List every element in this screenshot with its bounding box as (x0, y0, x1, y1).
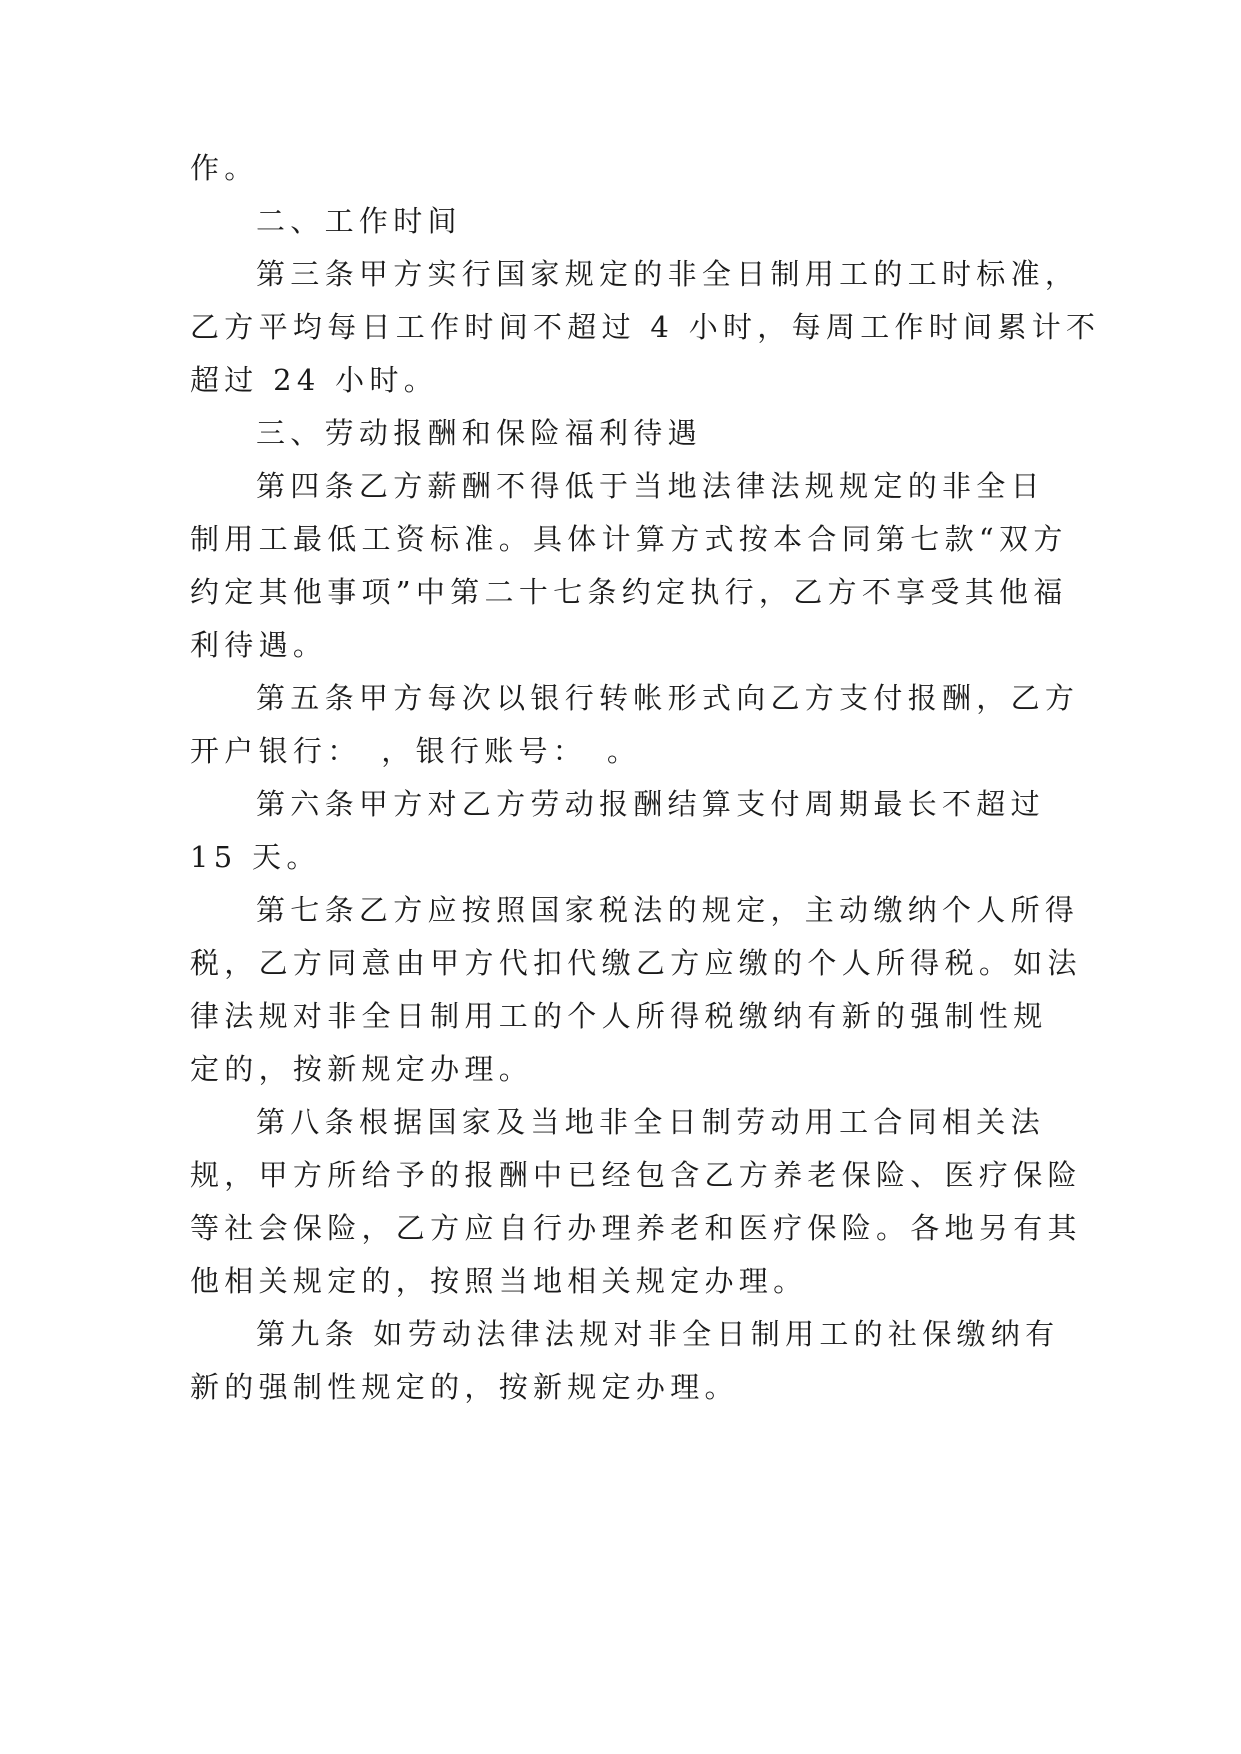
text-line: 规，甲方所给予的报酬中已经包含乙方养老保险、医疗保险 (190, 1158, 1082, 1192)
text-line: 乙方平均每日工作时间不超过 4 小时，每周工作时间累计不 (190, 310, 1101, 344)
text-line: 第六条甲方对乙方劳动报酬结算支付周期最长不超过 (256, 787, 1045, 821)
text-line: 约定其他事项”中第二十七条约定执行，乙方不享受其他福 (190, 575, 1068, 609)
text-line: 第八条根据国家及当地非全日制劳动用工合同相关法 (256, 1105, 1045, 1139)
text-line: 开户银行： ，银行账号： 。 (190, 734, 642, 768)
text-line: 第三条甲方实行国家规定的非全日制用工的工时标准， (256, 257, 1080, 291)
text-line: 新的强制性规定的，按新规定办理。 (190, 1370, 739, 1404)
section-heading-work-time: 二、工作时间 (256, 204, 462, 238)
text-line: 律法规对非全日制用工的个人所得税缴纳有新的强制性规 (190, 999, 1048, 1033)
text-line: 15 天。 (190, 840, 321, 874)
text-line: 等社会保险，乙方应自行办理养老和医疗保险。各地另有其 (190, 1211, 1082, 1245)
text-line: 制用工最低工资标准。具体计算方式按本合同第七款“双方 (190, 522, 1068, 556)
text-line: 超过 24 小时。 (190, 363, 439, 397)
text-line: 第七条乙方应按照国家税法的规定，主动缴纳个人所得 (256, 893, 1080, 927)
text-line: 作。 (190, 151, 259, 185)
section-heading-remuneration: 三、劳动报酬和保险福利待遇 (256, 416, 702, 450)
text-line: 利待遇。 (190, 628, 328, 662)
text-line: 第四条乙方薪酬不得低于当地法律法规规定的非全日 (256, 469, 1045, 503)
text-line: 他相关规定的，按照当地相关规定办理。 (190, 1264, 808, 1298)
text-line: 税，乙方同意由甲方代扣代缴乙方应缴的个人所得税。如法 (190, 946, 1082, 980)
text-line: 第五条甲方每次以银行转帐形式向乙方支付报酬，乙方 (256, 681, 1080, 715)
text-line: 第九条 如劳动法律法规对非全日制用工的社保缴纳有 (256, 1317, 1060, 1351)
text-line: 定的，按新规定办理。 (190, 1052, 534, 1086)
